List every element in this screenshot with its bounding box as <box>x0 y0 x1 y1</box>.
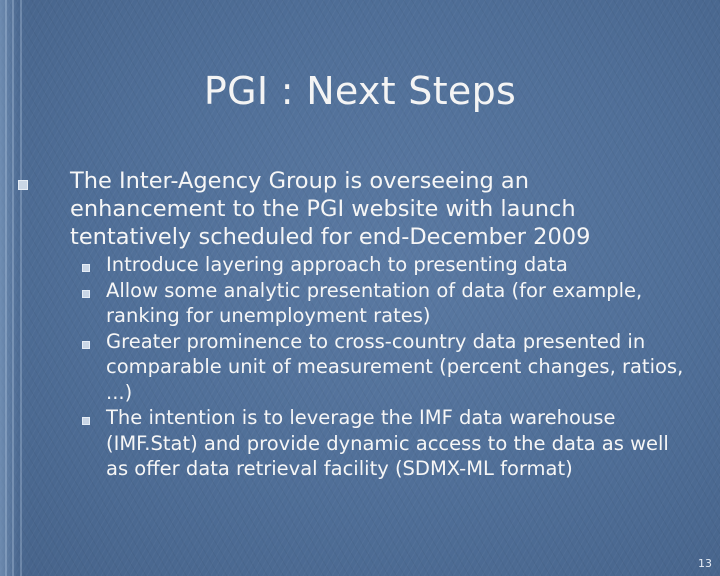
square-bullet-icon <box>82 290 90 298</box>
square-bullet-icon <box>18 180 28 190</box>
square-bullet-icon <box>82 264 90 272</box>
page-number: 13 <box>698 557 712 570</box>
slide-title: PGI : Next Steps <box>203 69 517 113</box>
square-bullet-icon <box>82 417 90 425</box>
sub-bullet-item <box>0 278 720 329</box>
sub-bullet-item <box>0 405 720 482</box>
sub-bullet-item <box>0 252 720 278</box>
sub-bullet-text: Greater prominence to cross-country data presented in comparable unit of measurement (percent changes, ratios, ...) <box>106 329 684 404</box>
main-bullet-text: The Inter-Agency Group is overseeing an enhancement to the PGI website with launch tentatively scheduled for end-December 2009 <box>70 168 591 250</box>
sub-bullet-item <box>0 329 720 406</box>
sub-bullet-list <box>0 252 720 482</box>
square-bullet-icon <box>82 341 90 349</box>
sub-bullet-text: Allow some analytic presentation of data (for example, ranking for unemployment rates) <box>106 278 643 327</box>
sub-bullet-text: The intention is to leverage the IMF data warehouse (IMF.Stat) and provide dynamic access to the data as well as offer data retrieval facility (SDMX-ML format) <box>106 406 669 480</box>
sub-bullet-text: Introduce layering approach to presenting data <box>106 253 568 276</box>
